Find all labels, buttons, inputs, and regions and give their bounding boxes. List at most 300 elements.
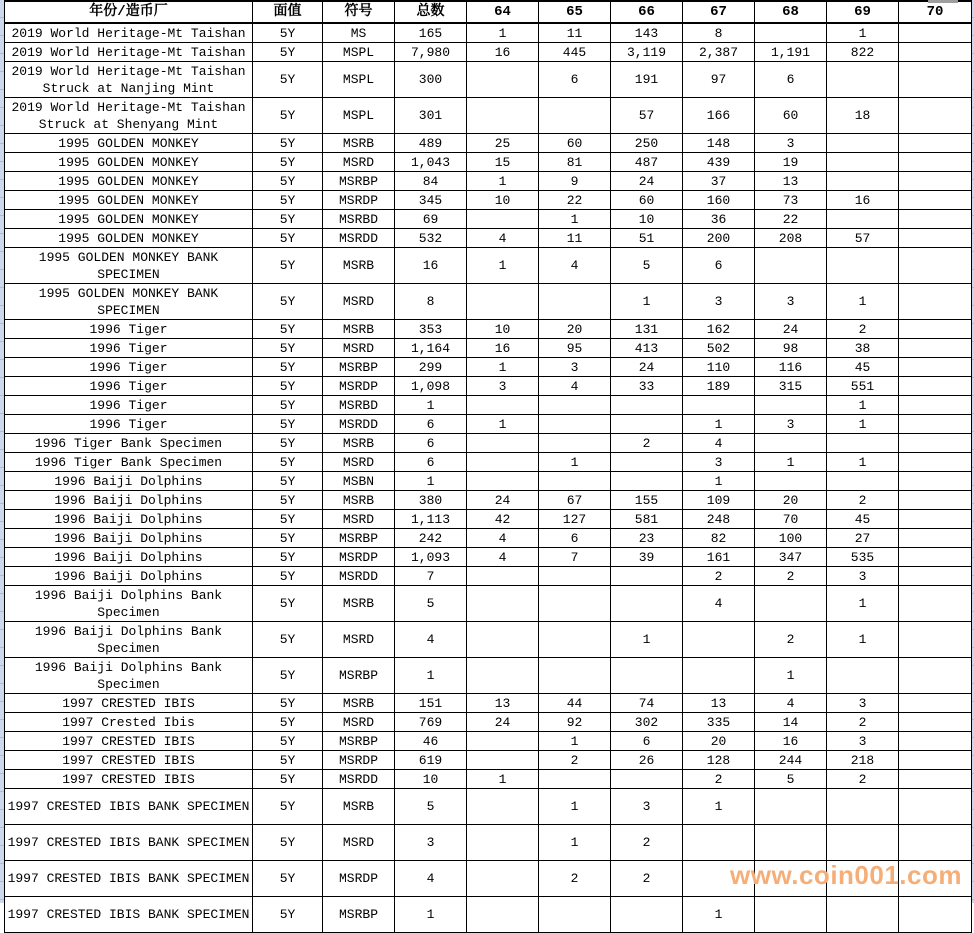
grade-70-cell <box>899 751 972 770</box>
coin-name-cell: 1997 CRESTED IBIS <box>5 770 253 789</box>
grade-65-cell: 11 <box>539 229 611 248</box>
grade-66-cell: 74 <box>611 694 683 713</box>
table-row <box>5 586 972 622</box>
grade-64-cell <box>467 586 539 622</box>
total-cell: 1 <box>395 472 467 491</box>
grade-67-cell: 20 <box>683 732 755 751</box>
coin-name-cell: 1997 CRESTED IBIS BANK SPECIMEN <box>5 897 253 933</box>
symbol-cell: MSRD <box>323 510 395 529</box>
grade-68-cell: 98 <box>755 339 827 358</box>
grade-64-cell <box>467 658 539 694</box>
top-edge-artifact <box>928 0 958 3</box>
grade-70-cell <box>899 377 972 396</box>
grade-69-cell: 218 <box>827 751 899 770</box>
grade-69-cell: 57 <box>827 229 899 248</box>
grade-68-cell: 3 <box>755 134 827 153</box>
total-cell: 300 <box>395 62 467 98</box>
coin-name-cell: 2019 World Heritage-Mt Taishan Struck at Nanjing Mint <box>5 62 253 98</box>
grade-69-cell: 45 <box>827 358 899 377</box>
header-grade-67: 67 <box>683 1 755 23</box>
symbol-cell: MSRBP <box>323 172 395 191</box>
denomination-cell: 5Y <box>253 622 323 658</box>
header-grade-69: 69 <box>827 1 899 23</box>
grade-67-cell: 37 <box>683 172 755 191</box>
grade-70-cell <box>899 770 972 789</box>
total-cell: 165 <box>395 23 467 43</box>
coin-name-cell: 1996 Tiger <box>5 377 253 396</box>
denomination-cell: 5Y <box>253 415 323 434</box>
denomination-cell: 5Y <box>253 567 323 586</box>
symbol-cell: MSRB <box>323 586 395 622</box>
symbol-cell: MSRDD <box>323 770 395 789</box>
grade-66-cell: 60 <box>611 191 683 210</box>
table-row <box>5 622 972 658</box>
site-watermark: www.coin001.com <box>730 860 962 890</box>
grade-66-cell: 26 <box>611 751 683 770</box>
grade-67-cell: 4 <box>683 586 755 622</box>
coin-population-table <box>4 0 972 933</box>
total-cell: 5 <box>395 789 467 825</box>
symbol-cell: MSRD <box>323 453 395 472</box>
grade-64-cell <box>467 732 539 751</box>
grade-69-cell: 16 <box>827 191 899 210</box>
coin-name-cell: 1996 Baiji Dolphins <box>5 510 253 529</box>
grade-66-cell <box>611 567 683 586</box>
symbol-cell: MSPL <box>323 62 395 98</box>
grade-65-cell: 44 <box>539 694 611 713</box>
denomination-cell: 5Y <box>253 172 323 191</box>
grade-65-cell <box>539 586 611 622</box>
total-cell: 46 <box>395 732 467 751</box>
grade-68-cell <box>755 825 827 861</box>
header-grade-70: 70 <box>899 1 972 23</box>
coin-name-cell: 1996 Tiger <box>5 339 253 358</box>
grade-65-cell: 6 <box>539 62 611 98</box>
grade-65-cell <box>539 396 611 415</box>
grade-66-cell: 24 <box>611 358 683 377</box>
grade-70-cell <box>899 396 972 415</box>
total-cell: 7 <box>395 567 467 586</box>
symbol-cell: MSRB <box>323 320 395 339</box>
symbol-cell: MSRDD <box>323 415 395 434</box>
symbol-cell: MSBN <box>323 472 395 491</box>
grade-70-cell <box>899 153 972 172</box>
denomination-cell: 5Y <box>253 491 323 510</box>
grade-70-cell <box>899 320 972 339</box>
grade-66-cell: 24 <box>611 172 683 191</box>
denomination-cell: 5Y <box>253 23 323 43</box>
grade-67-cell: 13 <box>683 694 755 713</box>
grade-69-cell <box>827 897 899 933</box>
grade-70-cell <box>899 491 972 510</box>
table-row <box>5 284 972 320</box>
grade-65-cell: 67 <box>539 491 611 510</box>
grade-68-cell: 70 <box>755 510 827 529</box>
table-row <box>5 415 972 434</box>
symbol-cell: MSRDP <box>323 191 395 210</box>
grade-67-cell: 1 <box>683 897 755 933</box>
denomination-cell: 5Y <box>253 43 323 62</box>
symbol-cell: MSRDD <box>323 229 395 248</box>
grade-65-cell <box>539 897 611 933</box>
grade-65-cell: 92 <box>539 713 611 732</box>
grade-64-cell <box>467 62 539 98</box>
grade-70-cell <box>899 567 972 586</box>
grade-69-cell: 2 <box>827 770 899 789</box>
table-row <box>5 491 972 510</box>
denomination-cell: 5Y <box>253 861 323 897</box>
denomination-cell: 5Y <box>253 548 323 567</box>
table-row <box>5 396 972 415</box>
grade-65-cell: 60 <box>539 134 611 153</box>
grade-66-cell: 33 <box>611 377 683 396</box>
grade-67-cell <box>683 861 755 897</box>
grade-65-cell <box>539 567 611 586</box>
table-row <box>5 751 972 770</box>
grade-69-cell <box>827 153 899 172</box>
symbol-cell: MSRB <box>323 434 395 453</box>
grade-66-cell: 155 <box>611 491 683 510</box>
denomination-cell: 5Y <box>253 339 323 358</box>
grade-70-cell <box>899 284 972 320</box>
denomination-cell: 5Y <box>253 770 323 789</box>
grade-65-cell: 1 <box>539 789 611 825</box>
denomination-cell: 5Y <box>253 358 323 377</box>
grade-69-cell: 45 <box>827 510 899 529</box>
total-cell: 6 <box>395 453 467 472</box>
grade-64-cell: 10 <box>467 320 539 339</box>
grade-66-cell: 143 <box>611 23 683 43</box>
header-total: 总数 <box>395 1 467 23</box>
grade-64-cell <box>467 622 539 658</box>
table-row <box>5 43 972 62</box>
grade-69-cell <box>827 210 899 229</box>
total-cell: 10 <box>395 770 467 789</box>
grade-67-cell: 128 <box>683 751 755 770</box>
denomination-cell: 5Y <box>253 658 323 694</box>
total-cell: 1 <box>395 658 467 694</box>
coin-name-cell: 1997 Crested Ibis <box>5 713 253 732</box>
grade-68-cell <box>755 472 827 491</box>
grade-65-cell: 127 <box>539 510 611 529</box>
grade-66-cell <box>611 658 683 694</box>
table-row <box>5 529 972 548</box>
table-row <box>5 658 972 694</box>
coin-name-cell: 1997 CRESTED IBIS <box>5 732 253 751</box>
grade-67-cell: 2,387 <box>683 43 755 62</box>
grade-65-cell <box>539 770 611 789</box>
total-cell: 5 <box>395 586 467 622</box>
grade-65-cell: 7 <box>539 548 611 567</box>
grade-66-cell <box>611 770 683 789</box>
grade-68-cell: 16 <box>755 732 827 751</box>
grade-68-cell <box>755 861 827 897</box>
grade-69-cell <box>827 861 899 897</box>
grade-65-cell <box>539 472 611 491</box>
grade-69-cell: 3 <box>827 694 899 713</box>
coin-name-cell: 1995 GOLDEN MONKEY <box>5 210 253 229</box>
grade-67-cell: 4 <box>683 434 755 453</box>
table-row <box>5 770 972 789</box>
symbol-cell: MSRBP <box>323 358 395 377</box>
grade-66-cell: 487 <box>611 153 683 172</box>
header-symbol: 符号 <box>323 1 395 23</box>
grade-70-cell <box>899 529 972 548</box>
grade-65-cell: 81 <box>539 153 611 172</box>
symbol-cell: MSRD <box>323 153 395 172</box>
grade-64-cell: 1 <box>467 415 539 434</box>
grade-66-cell: 5 <box>611 248 683 284</box>
total-cell: 242 <box>395 529 467 548</box>
header-grade-68: 68 <box>755 1 827 23</box>
coin-name-cell: 2019 World Heritage-Mt Taishan <box>5 43 253 62</box>
grade-67-cell: 6 <box>683 248 755 284</box>
coin-name-cell: 1997 CRESTED IBIS <box>5 694 253 713</box>
grade-69-cell <box>827 472 899 491</box>
total-cell: 3 <box>395 825 467 861</box>
grade-65-cell <box>539 658 611 694</box>
denomination-cell: 5Y <box>253 284 323 320</box>
grade-65-cell: 11 <box>539 23 611 43</box>
grade-68-cell: 4 <box>755 694 827 713</box>
grade-68-cell: 2 <box>755 622 827 658</box>
coin-name-cell: 1996 Baiji Dolphins <box>5 567 253 586</box>
grade-67-cell: 1 <box>683 415 755 434</box>
coin-name-cell: 1995 GOLDEN MONKEY <box>5 172 253 191</box>
grade-64-cell: 24 <box>467 491 539 510</box>
total-cell: 299 <box>395 358 467 377</box>
grade-64-cell: 13 <box>467 694 539 713</box>
grade-69-cell: 1 <box>827 284 899 320</box>
grade-66-cell: 23 <box>611 529 683 548</box>
denomination-cell: 5Y <box>253 434 323 453</box>
symbol-cell: MSRBD <box>323 210 395 229</box>
grade-67-cell: 148 <box>683 134 755 153</box>
symbol-cell: MSRD <box>323 713 395 732</box>
grade-65-cell: 1 <box>539 210 611 229</box>
grade-65-cell: 20 <box>539 320 611 339</box>
grade-68-cell: 244 <box>755 751 827 770</box>
grade-67-cell <box>683 658 755 694</box>
grade-68-cell: 347 <box>755 548 827 567</box>
grade-66-cell: 1 <box>611 284 683 320</box>
grade-67-cell: 162 <box>683 320 755 339</box>
grade-64-cell <box>467 453 539 472</box>
grade-66-cell: 131 <box>611 320 683 339</box>
table-row <box>5 23 972 43</box>
coin-name-cell: 1996 Baiji Dolphins Bank Specimen <box>5 658 253 694</box>
grade-65-cell: 1 <box>539 825 611 861</box>
grade-70-cell <box>899 548 972 567</box>
grade-64-cell: 1 <box>467 172 539 191</box>
grade-64-cell <box>467 789 539 825</box>
grade-69-cell: 3 <box>827 567 899 586</box>
grade-67-cell: 335 <box>683 713 755 732</box>
table-row <box>5 567 972 586</box>
grade-66-cell <box>611 897 683 933</box>
total-cell: 151 <box>395 694 467 713</box>
table-row <box>5 453 972 472</box>
grade-64-cell: 1 <box>467 770 539 789</box>
coin-name-cell: 1996 Tiger <box>5 358 253 377</box>
total-cell: 345 <box>395 191 467 210</box>
grade-65-cell: 9 <box>539 172 611 191</box>
grade-70-cell <box>899 861 972 897</box>
symbol-cell: MSPL <box>323 43 395 62</box>
grade-69-cell <box>827 434 899 453</box>
grade-69-cell: 2 <box>827 491 899 510</box>
denomination-cell: 5Y <box>253 229 323 248</box>
total-cell: 69 <box>395 210 467 229</box>
denomination-cell: 5Y <box>253 248 323 284</box>
grade-67-cell: 3 <box>683 453 755 472</box>
coin-name-cell: 1996 Tiger Bank Specimen <box>5 453 253 472</box>
grade-64-cell: 10 <box>467 191 539 210</box>
symbol-cell: MSRBP <box>323 732 395 751</box>
grade-69-cell: 1 <box>827 396 899 415</box>
denomination-cell: 5Y <box>253 713 323 732</box>
total-cell: 6 <box>395 415 467 434</box>
header-grade-65: 65 <box>539 1 611 23</box>
grade-68-cell: 1,191 <box>755 43 827 62</box>
total-cell: 1,043 <box>395 153 467 172</box>
grade-67-cell: 200 <box>683 229 755 248</box>
grade-66-cell: 250 <box>611 134 683 153</box>
denomination-cell: 5Y <box>253 751 323 770</box>
grade-67-cell: 1 <box>683 472 755 491</box>
symbol-cell: MSRBP <box>323 658 395 694</box>
grade-69-cell <box>827 134 899 153</box>
total-cell: 353 <box>395 320 467 339</box>
coin-name-cell: 1996 Baiji Dolphins <box>5 548 253 567</box>
total-cell: 7,980 <box>395 43 467 62</box>
coin-name-cell: 1996 Tiger Bank Specimen <box>5 434 253 453</box>
grade-66-cell: 191 <box>611 62 683 98</box>
grade-70-cell <box>899 229 972 248</box>
grade-66-cell: 302 <box>611 713 683 732</box>
grade-70-cell <box>899 98 972 134</box>
symbol-cell: MSRD <box>323 825 395 861</box>
coin-name-cell: 1996 Baiji Dolphins <box>5 529 253 548</box>
grade-69-cell <box>827 62 899 98</box>
total-cell: 1,093 <box>395 548 467 567</box>
grade-66-cell: 2 <box>611 825 683 861</box>
grade-70-cell <box>899 23 972 43</box>
total-cell: 489 <box>395 134 467 153</box>
grade-69-cell: 1 <box>827 453 899 472</box>
grade-64-cell: 24 <box>467 713 539 732</box>
grade-69-cell: 3 <box>827 732 899 751</box>
grade-66-cell: 2 <box>611 434 683 453</box>
total-cell: 84 <box>395 172 467 191</box>
grade-64-cell: 4 <box>467 529 539 548</box>
grade-66-cell: 51 <box>611 229 683 248</box>
symbol-cell: MSRDP <box>323 548 395 567</box>
table-row <box>5 229 972 248</box>
grade-67-cell: 1 <box>683 789 755 825</box>
grade-65-cell: 22 <box>539 191 611 210</box>
coin-name-cell: 1995 GOLDEN MONKEY <box>5 134 253 153</box>
symbol-cell: MSRD <box>323 622 395 658</box>
symbol-cell: MSRBP <box>323 529 395 548</box>
grade-68-cell: 100 <box>755 529 827 548</box>
grade-68-cell: 73 <box>755 191 827 210</box>
total-cell: 16 <box>395 248 467 284</box>
grade-69-cell: 27 <box>827 529 899 548</box>
grade-67-cell: 110 <box>683 358 755 377</box>
grade-70-cell <box>899 191 972 210</box>
grade-67-cell: 109 <box>683 491 755 510</box>
grade-67-cell: 166 <box>683 98 755 134</box>
denomination-cell: 5Y <box>253 732 323 751</box>
symbol-cell: MSRB <box>323 789 395 825</box>
grade-64-cell: 4 <box>467 229 539 248</box>
coin-name-cell: 1997 CRESTED IBIS <box>5 751 253 770</box>
symbol-cell: MSPL <box>323 98 395 134</box>
header-grade-64: 64 <box>467 1 539 23</box>
table-header-row <box>5 1 972 23</box>
total-cell: 1,164 <box>395 339 467 358</box>
grade-65-cell: 445 <box>539 43 611 62</box>
grade-67-cell: 8 <box>683 23 755 43</box>
grade-65-cell: 6 <box>539 529 611 548</box>
grade-70-cell <box>899 134 972 153</box>
symbol-cell: MSRB <box>323 134 395 153</box>
grade-64-cell: 16 <box>467 339 539 358</box>
table-row <box>5 472 972 491</box>
grade-68-cell: 13 <box>755 172 827 191</box>
grade-65-cell: 1 <box>539 453 611 472</box>
grade-68-cell: 2 <box>755 567 827 586</box>
grade-64-cell <box>467 567 539 586</box>
grade-69-cell: 1 <box>827 415 899 434</box>
grade-66-cell: 10 <box>611 210 683 229</box>
table-row <box>5 248 972 284</box>
coin-name-cell: 2019 World Heritage-Mt Taishan <box>5 23 253 43</box>
table-row <box>5 732 972 751</box>
grade-67-cell: 36 <box>683 210 755 229</box>
table-row <box>5 548 972 567</box>
grade-68-cell: 60 <box>755 98 827 134</box>
grade-64-cell <box>467 897 539 933</box>
table-row <box>5 825 972 861</box>
grade-70-cell <box>899 415 972 434</box>
grade-70-cell <box>899 622 972 658</box>
denomination-cell: 5Y <box>253 191 323 210</box>
denomination-cell: 5Y <box>253 453 323 472</box>
denomination-cell: 5Y <box>253 472 323 491</box>
coin-name-cell: 1995 GOLDEN MONKEY BANK SPECIMEN <box>5 284 253 320</box>
grade-64-cell <box>467 284 539 320</box>
grade-70-cell <box>899 472 972 491</box>
grade-67-cell: 439 <box>683 153 755 172</box>
grade-67-cell: 161 <box>683 548 755 567</box>
coin-name-cell: 1995 GOLDEN MONKEY <box>5 229 253 248</box>
table-row <box>5 153 972 172</box>
coin-name-cell: 1997 CRESTED IBIS BANK SPECIMEN <box>5 825 253 861</box>
denomination-cell: 5Y <box>253 897 323 933</box>
grade-65-cell <box>539 284 611 320</box>
grade-64-cell <box>467 825 539 861</box>
symbol-cell: MSRBP <box>323 897 395 933</box>
coin-name-cell: 1995 GOLDEN MONKEY <box>5 191 253 210</box>
grade-68-cell <box>755 586 827 622</box>
grade-64-cell <box>467 861 539 897</box>
denomination-cell: 5Y <box>253 694 323 713</box>
grade-67-cell: 248 <box>683 510 755 529</box>
grade-68-cell <box>755 248 827 284</box>
grade-66-cell <box>611 586 683 622</box>
